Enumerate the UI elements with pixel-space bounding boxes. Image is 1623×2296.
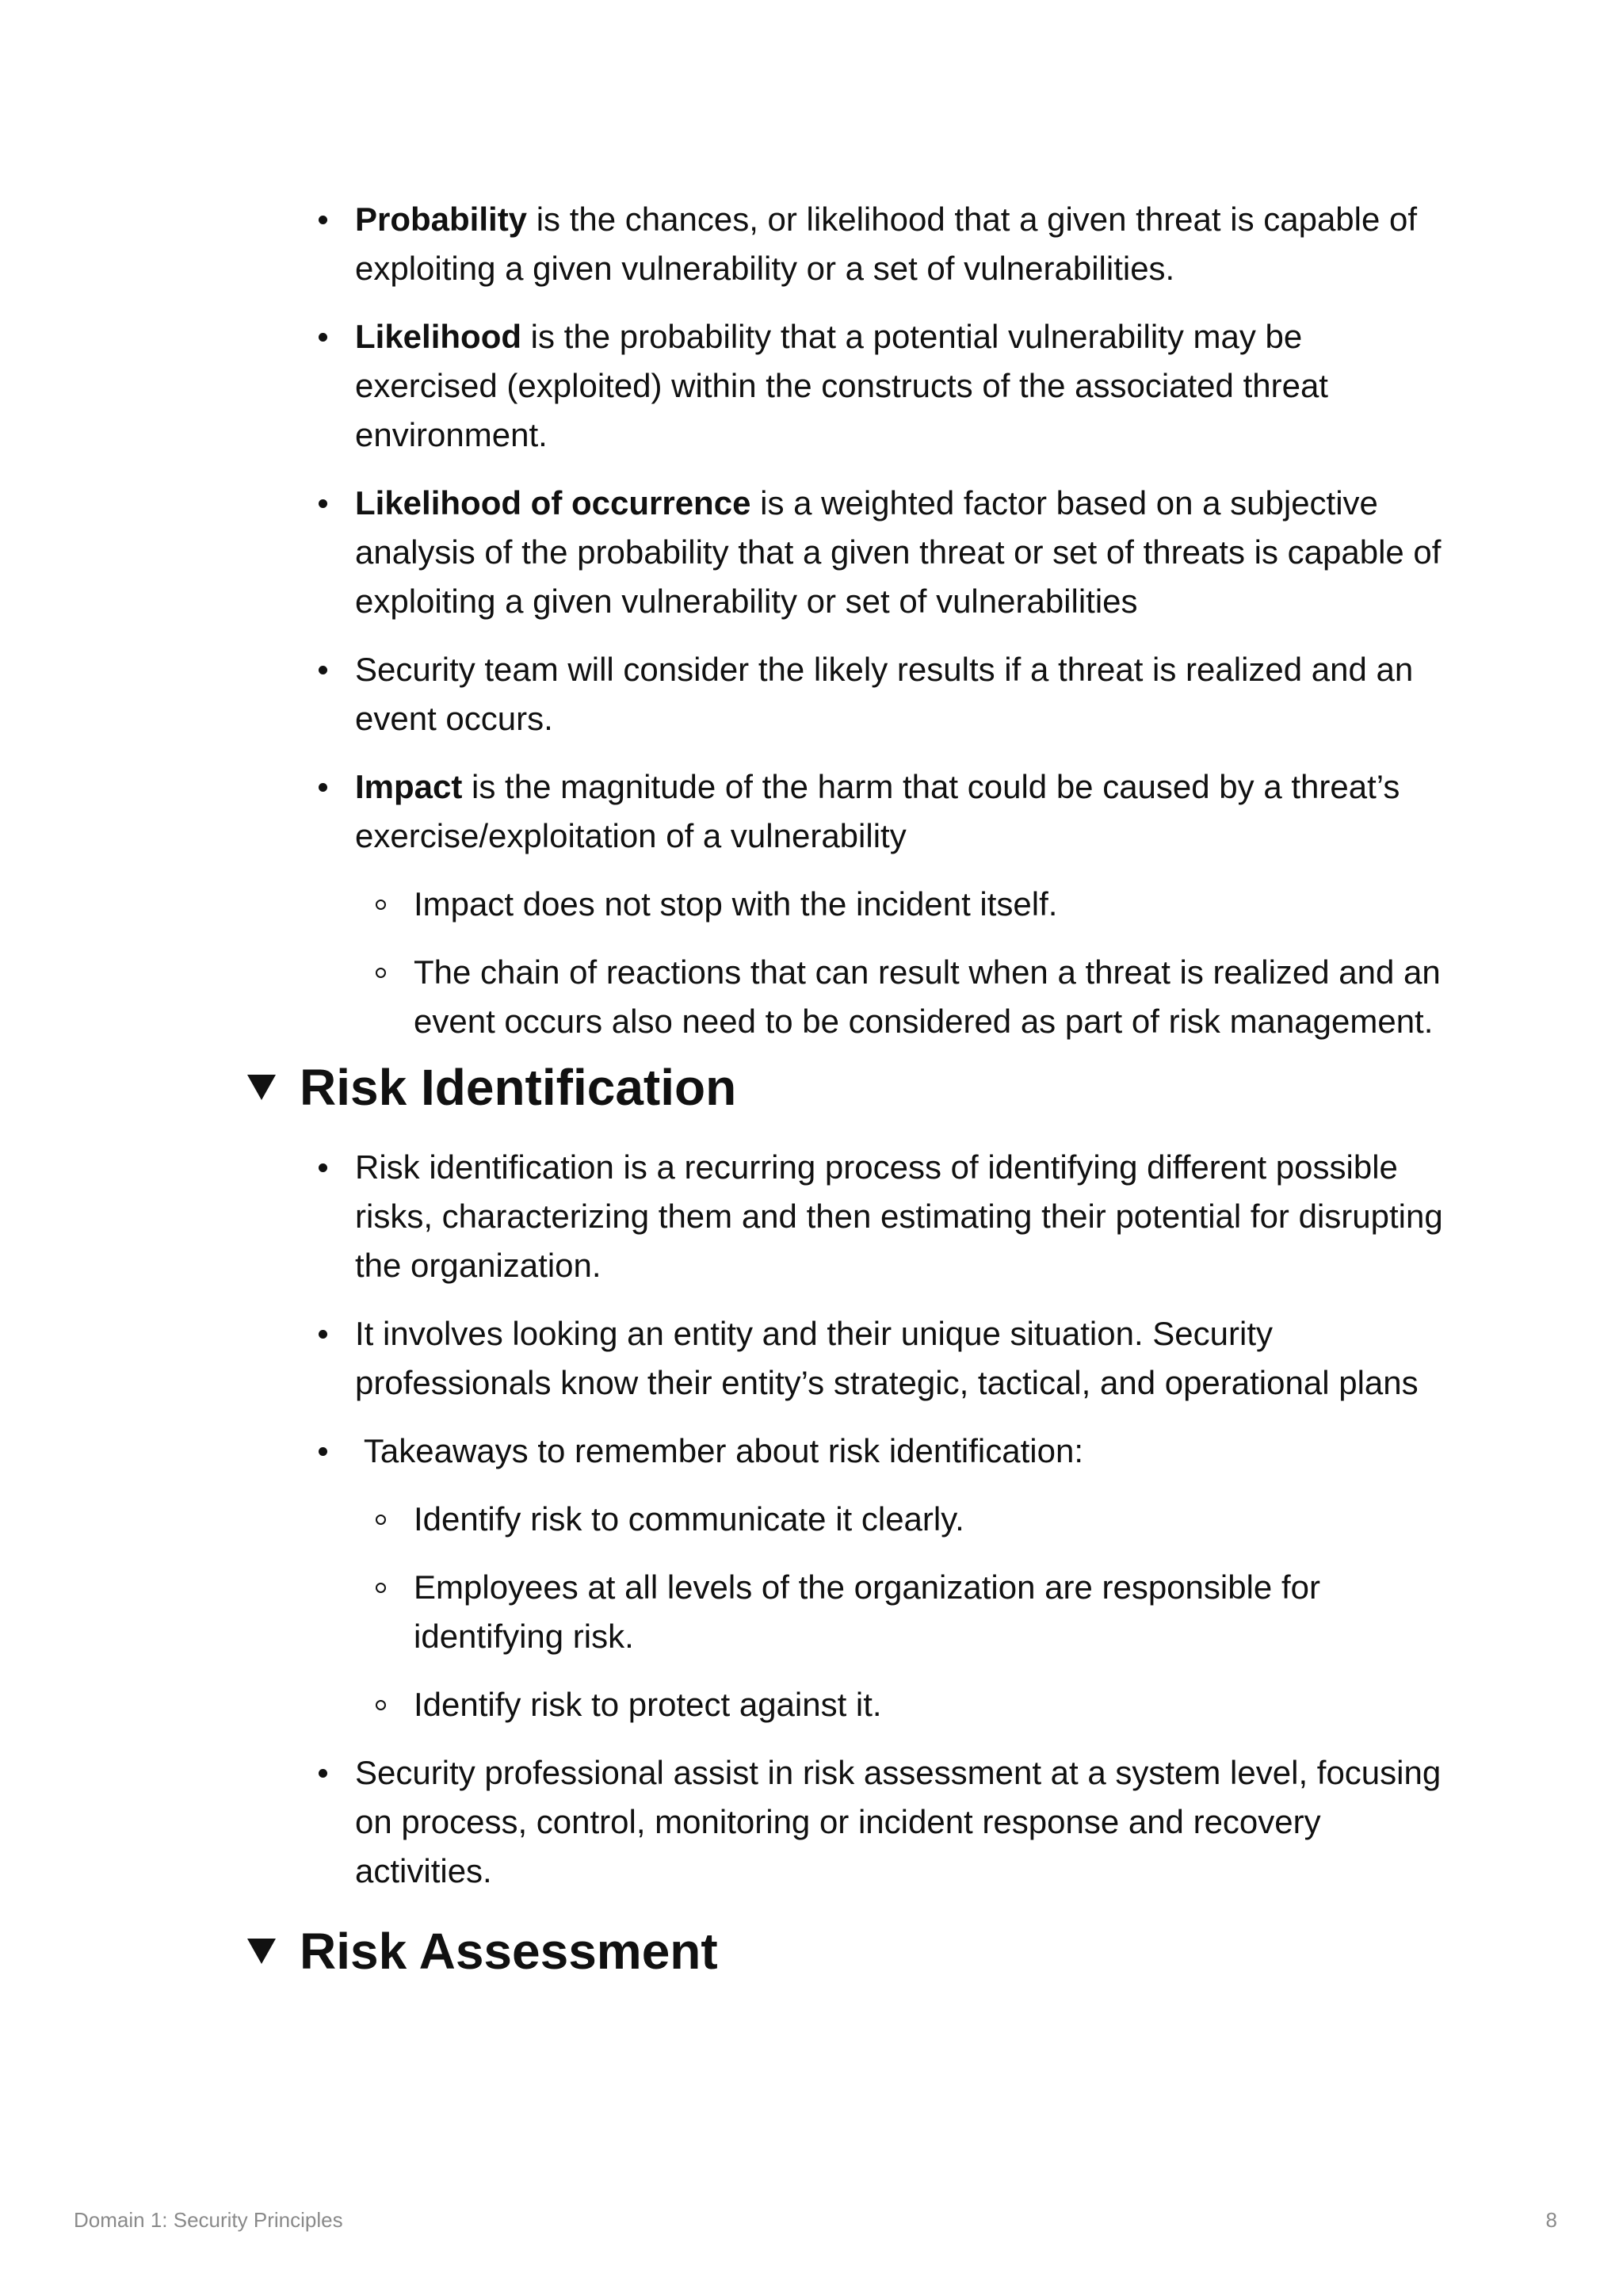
page-footer (74, 2208, 1557, 2233)
definition: is the probability that a potential vulnerability may be exercised (exploited) within the constructs of the associated threat environment. (355, 318, 1328, 453)
term: Likelihood (355, 318, 521, 355)
term: Probability (355, 201, 528, 238)
toggle-triangle-icon[interactable] (247, 1075, 276, 1100)
sub-list-item: Identify risk to protect against it. (414, 1680, 1450, 1729)
section-heading: Risk Assessment (300, 1923, 718, 1980)
section-heading: Risk Identification (300, 1059, 737, 1116)
takeaways-sublist (355, 1495, 1450, 1729)
footer-document-title: Domain 1: Security Principles (74, 2208, 343, 2232)
definition: is a weighted factor based on a subjective analysis of the probability that a given threat or set of threats is capable of exploiting a given vulnerability or set of vulnerabilities (355, 484, 1442, 620)
sub-list-item: Employees at all levels of the organization are responsible for identifying risk. (414, 1563, 1450, 1661)
list-item (355, 762, 1450, 1046)
list-text: Security team will consider the likely results if a threat is realized and an event occurs. (355, 651, 1414, 737)
risk-identification-toggle[interactable] (246, 1056, 1450, 1119)
list-item: Risk identification is a recurring process of identifying different possible risks, characterizing them and then estimating their potential for disrupting the organization. (355, 1143, 1450, 1290)
toggle-triangle-icon[interactable] (247, 1939, 276, 1964)
list-item (355, 312, 1450, 460)
list-item: It involves looking an entity and their unique situation. Security professionals know their entity’s strategic, tactical, and operational plans (355, 1309, 1450, 1408)
list-text: Takeaways to remember about risk identification: (355, 1432, 1083, 1469)
risk-assessment-toggle[interactable] (246, 1920, 1450, 1983)
sub-list-item: Identify risk to communicate it clearly. (414, 1495, 1450, 1544)
risk-identification-list (246, 1143, 1450, 1896)
list-item (355, 195, 1450, 293)
list-item (355, 1427, 1450, 1729)
definition: is the magnitude of the harm that could be caused by a threat’s exercise/exploitation of a vulnerability (355, 768, 1400, 854)
term: Likelihood of occurrence (355, 484, 751, 521)
list-item: Security professional assist in risk assessment at a system level, focusing on process, control, monitoring or incident response and recovery activities. (355, 1748, 1450, 1896)
page-content (246, 195, 1450, 2007)
definitions-list (246, 195, 1450, 1046)
sub-list-item: Impact does not stop with the incident itself. (414, 880, 1450, 929)
page-number: 8 (1545, 2208, 1557, 2232)
list-item (355, 645, 1450, 743)
sub-list-item: The chain of reactions that can result when a threat is realized and an event occurs also need to be considered as part of risk management. (414, 948, 1450, 1046)
term: Impact (355, 768, 463, 805)
definition: is the chances, or likelihood that a given threat is capable of exploiting a given vulnerability or a set of vulnerabilities. (355, 201, 1418, 287)
list-item (355, 479, 1450, 626)
impact-sublist (355, 880, 1450, 1046)
